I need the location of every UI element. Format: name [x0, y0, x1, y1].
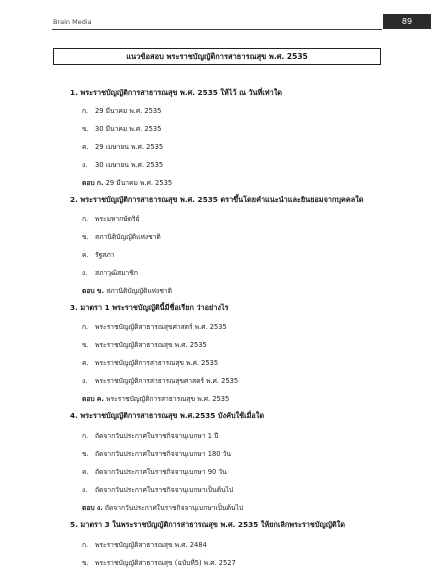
option-item: ข. พระราชบัญญัติสาธารณสุข พ.ศ. 2535 [82, 341, 207, 349]
question-number: 1. [70, 88, 78, 97]
question-1 [70, 88, 282, 99]
answer-line: ตอบ ง. ถัดจากวันประกาศในราชกิจจานุเบกษาเป็นต้นไป [82, 504, 244, 512]
question-2 [70, 195, 364, 206]
page-number: 89 [383, 14, 431, 29]
question-text: พระราชบัญญัติการสาธารณสุข พ.ศ. 2535 ให้ไว้ ณ วันที่เท่าใด [80, 88, 283, 97]
option-item: ค. รัฐสภา [82, 251, 115, 259]
option-item: ค. ถัดจากวันประกาศในราชกิจจานุเบกษา 90 วัน [82, 468, 227, 476]
answer-line: ตอบ ข. สภานิติบัญญัติแห่งชาติ [82, 287, 172, 295]
question-4 [70, 411, 264, 422]
question-number: 5. [70, 520, 78, 529]
question-text: พระราชบัญญัติการสาธารณสุข พ.ศ. 2535 ตราขึ้นโดยคำแนะนำและยินยอมจากบุคคลใด [80, 195, 364, 204]
option-item: ง. 30 เมษายน พ.ศ. 2535 [82, 161, 164, 169]
option-item: ก. พระมหากษัตริย์ [82, 215, 140, 223]
question-5 [70, 520, 345, 531]
option-item: ค. พระราชบัญญัติการสาธารณสุข พ.ศ. 2535 [82, 359, 219, 367]
option-item: ง. สภาวุฒิสมาชิก [82, 269, 138, 277]
option-item: ค. 29 เมษายน พ.ศ. 2535 [82, 143, 164, 151]
option-item: ก. พระราชบัญญัติสาธารณสุขศาสตร์ พ.ศ. 2535 [82, 323, 227, 331]
option-item: ข. 30 มีนาคม พ.ศ. 2535 [82, 125, 162, 133]
option-item: ข. ถัดจากวันประกาศในราชกิจจานุเบกษา 180 วัน [82, 450, 231, 458]
header-divider [52, 29, 382, 30]
option-item: ข. พระราชบัญญัติสาธารณสุข (ฉบับที่5) พ.ศ. 2527 [82, 559, 236, 567]
question-number: 2. [70, 195, 78, 204]
question-3 [70, 303, 229, 314]
option-item: ก. ถัดจากวันประกาศในราชกิจจานุเบกษา 1 ปี [82, 432, 219, 440]
question-text: มาตรา 3 ในพระราชบัญญัติการสาธารณสุข พ.ศ. 2535 ให้ยกเลิกพระราชบัญญัติใด [80, 520, 345, 529]
question-number: 3. [70, 303, 78, 312]
option-item: ก. 29 มีนาคม พ.ศ. 2535 [82, 107, 162, 115]
option-item: ง. ถัดจากวันประกาศในราชกิจจานุเบกษาเป็นต้นไป [82, 486, 234, 494]
answer-line: ตอบ ค. พระราชบัญญัติการสาธารณสุข พ.ศ. 2535 [82, 395, 230, 403]
option-item: ง. พระราชบัญญัติการสาธารณสุขศาสตร์ พ.ศ. 2535 [82, 377, 239, 385]
question-number: 4. [70, 411, 78, 420]
document-title: แนวข้อสอบ พระราชบัญญัติการสาธารณสุข พ.ศ. 2535 [53, 48, 381, 65]
answer-line: ตอบ ก. 29 มีนาคม พ.ศ. 2535 [82, 179, 173, 187]
option-item: ข. สภานิติบัญญัติแห่งชาติ [82, 233, 161, 241]
option-item: ก. พระราชบัญญัติสาธารณสุข พ.ศ. 2484 [82, 541, 207, 549]
question-text: มาตรา 1 พระราชบัญญัตินี้มีชื่อเรียก ว่าอย่างไร [80, 303, 229, 312]
question-text: พระราชบัญญัติการสาธารณสุข พ.ศ.2535 บังคับใช้เมื่อใด [80, 411, 265, 420]
header-publisher: Brain Media [53, 18, 92, 26]
